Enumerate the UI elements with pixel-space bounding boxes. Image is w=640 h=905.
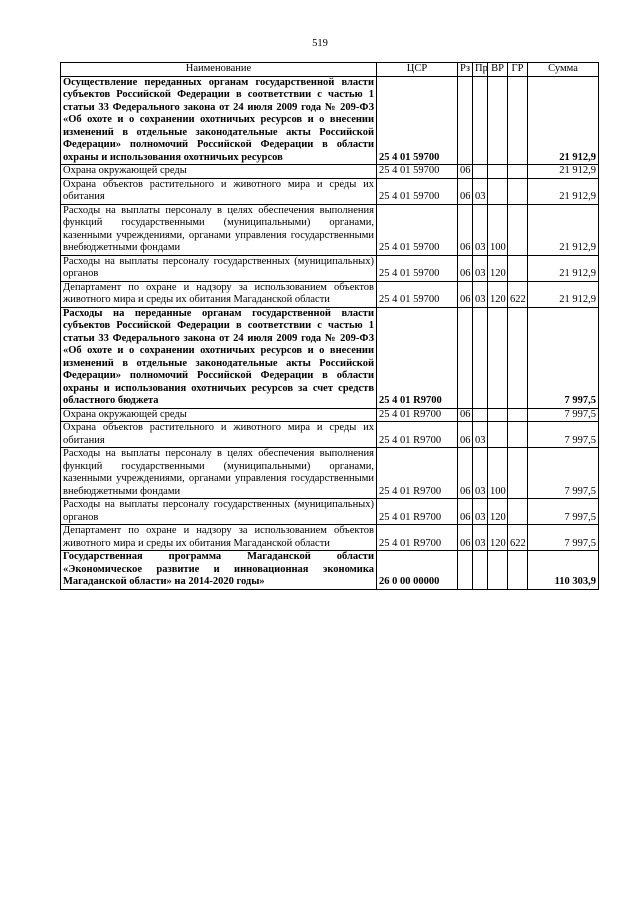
gr-cell [508,204,528,255]
budget-table [60,62,599,590]
pr-cell [473,76,488,165]
csr-cell: 25 4 01 59700 [377,204,458,255]
rz-cell [458,76,473,165]
header-name: Наименование [61,63,377,77]
vr-cell [488,307,508,408]
rz-cell: 06 [458,448,473,499]
header-csr: ЦСР [377,63,458,77]
table-row [61,178,599,204]
gr-cell [508,76,528,165]
csr-cell: 25 4 01 59700 [377,178,458,204]
pr-cell [473,165,488,179]
pr-cell [473,551,488,590]
table-row [61,408,599,422]
name-cell: Государственная программа Магаданской области «Экономическое развитие и инновационная экономика Магаданской области» на 2014-2020 годы» [61,551,377,590]
header-sum: Сумма [528,63,599,77]
gr-cell [508,551,528,590]
csr-cell: 25 4 01 59700 [377,76,458,165]
gr-cell [508,422,528,448]
name-cell: Охрана окружающей среды [61,165,377,179]
name-cell: Департамент по охране и надзору за использованием объектов животного мира и среды их обитания Магаданской области [61,281,377,307]
rz-cell: 06 [458,255,473,281]
header-gr: ГР [508,63,528,77]
pr-cell: 03 [473,422,488,448]
pr-cell [473,408,488,422]
csr-cell: 25 4 01 R9700 [377,422,458,448]
rz-cell: 06 [458,408,473,422]
sum-cell: 21 912,9 [528,255,599,281]
name-cell: Расходы на выплаты персоналу в целях обеспечения выполнения функций государственными (муниципальными) органами, казенными учреждениями, органами управления государственными внебюджетными фондами [61,448,377,499]
sum-cell: 7 997,5 [528,422,599,448]
header-pr: Пр [473,63,488,77]
pr-cell: 03 [473,499,488,525]
table-row [61,499,599,525]
table-row [61,281,599,307]
rz-cell [458,307,473,408]
name-cell: Охрана объектов растительного и животного мира и среды их обитания [61,178,377,204]
name-cell: Расходы на выплаты персоналу государственных (муниципальных) органов [61,255,377,281]
table-row [61,525,599,551]
name-cell: Расходы на выплаты персоналу государственных (муниципальных) органов [61,499,377,525]
gr-cell [508,165,528,179]
table-row [61,76,599,165]
sum-cell: 7 997,5 [528,408,599,422]
rz-cell: 06 [458,525,473,551]
sum-cell: 7 997,5 [528,307,599,408]
name-cell: Охрана объектов растительного и животного мира и среды их обитания [61,422,377,448]
csr-cell: 25 4 01 R9700 [377,448,458,499]
vr-cell [488,165,508,179]
csr-cell: 25 4 01 R9700 [377,307,458,408]
table-row [61,551,599,590]
csr-cell: 25 4 01 59700 [377,255,458,281]
rz-cell: 06 [458,165,473,179]
rz-cell: 06 [458,422,473,448]
header-rz: Рз [458,63,473,77]
vr-cell: 120 [488,255,508,281]
pr-cell: 03 [473,204,488,255]
sum-cell: 7 997,5 [528,499,599,525]
name-cell: Расходы на выплаты персоналу в целях обеспечения выполнения функций государственными (муниципальными) органами, казенными учреждениями, органами управления государственными внебюджетными фондами [61,204,377,255]
pr-cell: 03 [473,255,488,281]
sum-cell: 21 912,9 [528,204,599,255]
sum-cell: 21 912,9 [528,76,599,165]
pr-cell: 03 [473,281,488,307]
name-cell: Расходы на переданные органам государственной власти субъектов Российской Федерации в соответствии с частью 1 статьи 33 Федерального закона от 24 июля 2009 года № 209-ФЗ «Об охоте и о сохранении охотничьих ресурсов и о внесении изменений в отдельные законодательные акты Российской Федерации» полномочий Российской Федерации в области охраны и использования охотничьих ресурсов за счет средств областного бюджета [61,307,377,408]
table-row [61,422,599,448]
rz-cell: 06 [458,499,473,525]
name-cell: Департамент по охране и надзору за использованием объектов животного мира и среды их обитания Магаданской области [61,525,377,551]
table-row [61,204,599,255]
name-cell: Осуществление переданных органам государственной власти субъектов Российской Федерации в соответствии с частью 1 статьи 33 Федерального закона от 24 июля 2009 года № 209-ФЗ «Об охоте и о сохранении охотничьих ресурсов и о внесении изменений в отдельные законодательные акты Российской Федерации» полномочий Российской Федерации в области охраны и использования охотничьих ресурсов [61,76,377,165]
sum-cell: 110 303,9 [528,551,599,590]
csr-cell: 26 0 00 00000 [377,551,458,590]
table-row [61,255,599,281]
header-vr: ВР [488,63,508,77]
name-cell: Охрана окружающей среды [61,408,377,422]
vr-cell [488,76,508,165]
csr-cell: 25 4 01 R9700 [377,408,458,422]
gr-cell [508,499,528,525]
vr-cell [488,551,508,590]
gr-cell [508,307,528,408]
sum-cell: 21 912,9 [528,281,599,307]
sum-cell: 21 912,9 [528,178,599,204]
sum-cell: 7 997,5 [528,448,599,499]
vr-cell [488,408,508,422]
vr-cell: 120 [488,525,508,551]
pr-cell: 03 [473,448,488,499]
sum-cell: 7 997,5 [528,525,599,551]
rz-cell [458,551,473,590]
pr-cell [473,307,488,408]
csr-cell: 25 4 01 R9700 [377,499,458,525]
vr-cell: 120 [488,499,508,525]
gr-cell [508,408,528,422]
gr-cell [508,448,528,499]
gr-cell [508,178,528,204]
gr-cell: 622 [508,281,528,307]
rz-cell: 06 [458,281,473,307]
vr-cell: 100 [488,448,508,499]
pr-cell: 03 [473,525,488,551]
vr-cell [488,178,508,204]
table-row [61,448,599,499]
csr-cell: 25 4 01 59700 [377,281,458,307]
csr-cell: 25 4 01 59700 [377,165,458,179]
rz-cell: 06 [458,178,473,204]
vr-cell [488,422,508,448]
rz-cell: 06 [458,204,473,255]
header-row [61,63,599,77]
page-number: 519 [312,38,328,49]
pr-cell: 03 [473,178,488,204]
sum-cell: 21 912,9 [528,165,599,179]
gr-cell: 622 [508,525,528,551]
vr-cell: 100 [488,204,508,255]
gr-cell [508,255,528,281]
table-row [61,165,599,179]
table-row [61,307,599,408]
csr-cell: 25 4 01 R9700 [377,525,458,551]
vr-cell: 120 [488,281,508,307]
